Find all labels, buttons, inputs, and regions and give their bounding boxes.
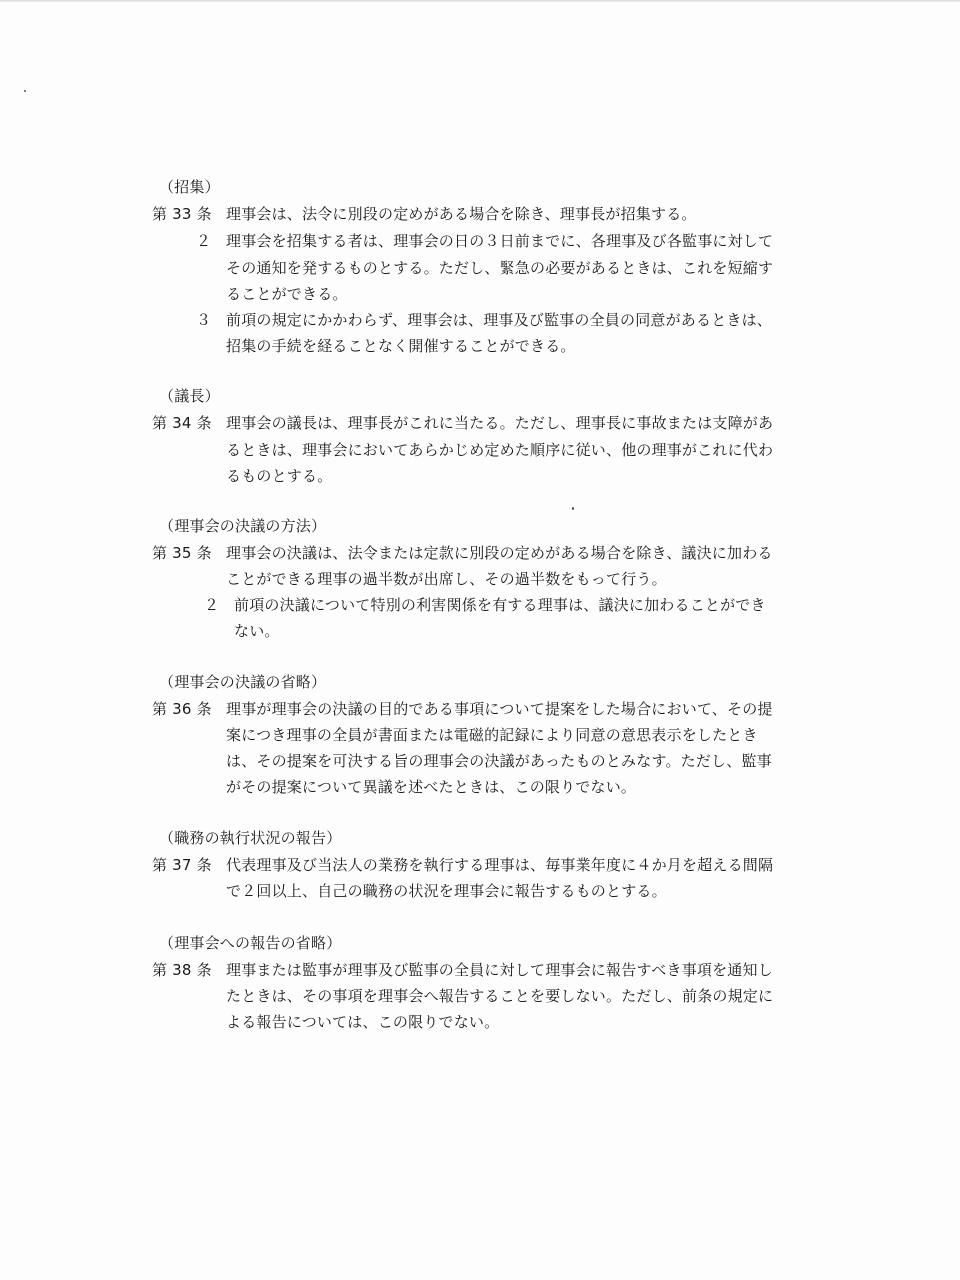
item-text-line: ない。 [234, 622, 280, 640]
article-number: 第 35 条 [152, 544, 212, 562]
scan-speck [572, 507, 574, 510]
scan-edge [0, 0, 960, 3]
article-text-line: 理事が理事会の決議の目的である事項について提案をした場合において、その提 [226, 700, 773, 718]
article-text-line: 理事または監事が理事及び監事の全員に対して理事会に報告すべき事項を通知し [226, 961, 773, 979]
article-text-line: ことができる理事の過半数が出席し、その過半数をもって行う。 [226, 570, 667, 588]
article-heading: （理事会の決議の省略） [159, 673, 327, 691]
article-text-line: よる報告については、この限りでない。 [226, 1013, 500, 1031]
article-number: 第 37 条 [152, 856, 212, 874]
article-number: 第 33 条 [152, 205, 212, 223]
article-heading: （職務の執行状況の報告） [159, 829, 342, 847]
item-text-line: その通知を発するものとする。ただし、緊急の必要があるときは、これを短縮す [226, 259, 774, 277]
article-number: 第 38 条 [152, 961, 212, 979]
article-text-line: るものとする。 [226, 467, 333, 485]
item-number: ２ [196, 232, 212, 250]
scan-speck [24, 90, 26, 92]
article-text-line: るときは、理事会においてあらかじめ定めた順序に従い、他の理事がこれに代わ [226, 441, 774, 459]
item-number: ２ [204, 596, 220, 614]
article-heading: （理事会の決議の方法） [159, 517, 327, 535]
article-text-line: 代表理事及び当法人の業務を執行する理事は、毎事業年度に４か月を超える間隔 [226, 856, 774, 874]
article-heading: （議長） [159, 387, 220, 405]
item-text-line: 前項の決議について特別の利害関係を有する理事は、議決に加わることができ [234, 596, 766, 614]
article-number: 第 36 条 [152, 700, 212, 718]
item-text-line: ることができる。 [226, 285, 348, 303]
article-text-line: 案につき理事の全員が書面または電磁的記録により同意の意思表示をしたとき [226, 726, 758, 744]
item-text-line: 招集の手続を経ることなく開催することができる。 [226, 337, 576, 355]
article-text-line: 理事会は、法令に別段の定めがある場合を除き、理事長が招集する。 [226, 205, 697, 223]
article-text-line: がその提案について異議を述べたときは、この限りでない。 [226, 778, 637, 796]
article-heading: （招集） [159, 178, 220, 196]
article-number: 第 34 条 [152, 414, 212, 432]
item-text-line: 前項の規定にかかわらず、理事会は、理事及び監事の全員の同意があるときは、 [226, 311, 773, 329]
article-text-line: 理事会の決議は、法令または定款に別段の定めがある場合を除き、議決に加わる [226, 544, 773, 562]
article-text-line: たときは、その事項を理事会へ報告することを要しない。ただし、前条の規定に [226, 987, 774, 1005]
item-text-line: 理事会を招集する者は、理事会の日の３日前までに、各理事及び各監事に対して [226, 232, 774, 250]
item-number: ３ [196, 311, 212, 329]
article-heading: （理事会への報告の省略） [159, 934, 342, 952]
article-text-line: は、その提案を可決する旨の理事会の決議があったものとみなす。ただし、監事 [226, 752, 772, 770]
article-text-line: 理事会の議長は、理事長がこれに当たる。ただし、理事長に事故または支障があ [226, 414, 774, 432]
article-text-line: で２回以上、自己の職務の状況を理事会に報告するものとする。 [226, 882, 667, 900]
